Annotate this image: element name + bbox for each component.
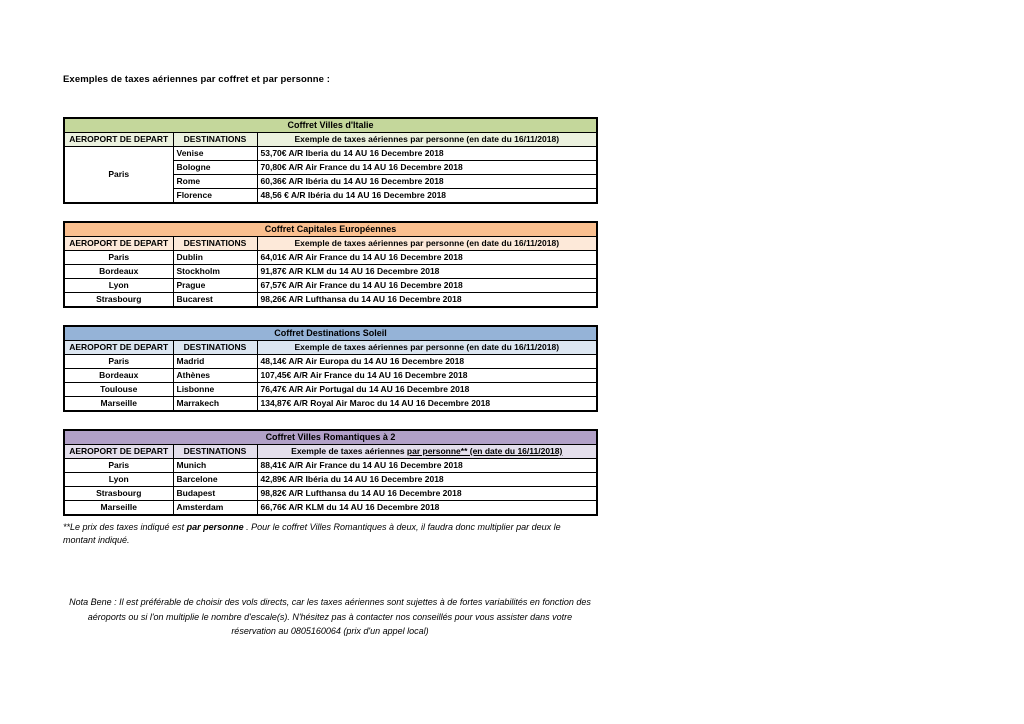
tax-cell: 88,41€ A/R Air France du 14 AU 16 Decembre 2018 [257, 459, 597, 473]
destination-cell: Athènes [173, 369, 257, 383]
table-row [64, 251, 597, 265]
table-row [64, 501, 597, 516]
destination-cell: Lisbonne [173, 383, 257, 397]
table-row [64, 473, 597, 487]
destination-cell: Marrakech [173, 397, 257, 412]
destination-cell: Madrid [173, 355, 257, 369]
tax-cell: 53,70€ A/R Iberia du 14 AU 16 Decembre 2018 [257, 147, 597, 161]
table-row [64, 487, 597, 501]
footnote-bold: par personne [186, 522, 244, 532]
column-header-departure: AEROPORT DE DEPART [64, 133, 173, 147]
departure-cell: Paris [64, 355, 173, 369]
departure-cell: Paris [64, 251, 173, 265]
tax-cell: 76,47€ A/R Air Portugal du 14 AU 16 Decembre 2018 [257, 383, 597, 397]
destination-cell: Bologne [173, 161, 257, 175]
tax-cell: 98,82€ A/R Lufthansa du 14 AU 16 Decembre 2018 [257, 487, 597, 501]
table-coffret-capitales-europeennes [63, 221, 598, 308]
table-row [64, 293, 597, 308]
table-row [64, 265, 597, 279]
table-title: Coffret Destinations Soleil [64, 326, 597, 341]
column-header-destinations: DESTINATIONS [173, 237, 257, 251]
column-header-tax-underlined: par personne** (en date du 16/11/2018) [406, 446, 563, 456]
tax-cell: 48,56 € A/R Ibéria du 14 AU 16 Decembre 2018 [257, 189, 597, 204]
departure-cell: Paris [64, 147, 173, 204]
departure-cell: Strasbourg [64, 293, 173, 308]
table-coffret-villes-romantiques [63, 429, 598, 516]
table-coffret-destinations-soleil [63, 325, 598, 412]
column-header-tax [257, 341, 597, 355]
destination-cell: Barcelone [173, 473, 257, 487]
destination-cell: Budapest [173, 487, 257, 501]
footnote-suffix: . Pour le coffret Villes Romantiques à deux, il faudra donc multiplier par deux le montant indiqué. [63, 522, 561, 545]
table-row [64, 459, 597, 473]
column-header-destinations: DESTINATIONS [173, 445, 257, 459]
table-row [64, 397, 597, 412]
table-row [64, 355, 597, 369]
tax-cell: 42,89€ A/R Ibéria du 14 AU 16 Decembre 2018 [257, 473, 597, 487]
destination-cell: Dublin [173, 251, 257, 265]
table-title: Coffret Capitales Européennes [64, 222, 597, 237]
tax-cell: 64,01€ A/R Air France du 14 AU 16 Decembre 2018 [257, 251, 597, 265]
departure-cell: Marseille [64, 501, 173, 516]
column-header-departure: AEROPORT DE DEPART [64, 341, 173, 355]
tax-cell: 48,14€ A/R Air Europa du 14 AU 16 Decembre 2018 [257, 355, 597, 369]
departure-cell: Toulouse [64, 383, 173, 397]
table-row [64, 383, 597, 397]
column-header-tax [257, 445, 597, 459]
table-title: Coffret Villes Romantiques à 2 [64, 430, 597, 445]
destination-cell: Florence [173, 189, 257, 204]
column-header-tax [257, 133, 597, 147]
destination-cell: Prague [173, 279, 257, 293]
table-coffret-villes-italie [63, 117, 598, 204]
destination-cell: Bucarest [173, 293, 257, 308]
table-title: Coffret Villes d'Italie [64, 118, 597, 133]
footnote-prefix: **Le prix des taxes indiqué est [63, 522, 187, 532]
departure-cell: Paris [64, 459, 173, 473]
column-header-tax-text: Exemple de taxes aériennes [291, 446, 407, 456]
tax-cell: 91,87€ A/R KLM du 14 AU 16 Decembre 2018 [257, 265, 597, 279]
departure-cell: Bordeaux [64, 265, 173, 279]
departure-cell: Strasbourg [64, 487, 173, 501]
tax-cell: 66,76€ A/R KLM du 14 AU 16 Decembre 2018 [257, 501, 597, 516]
tax-cell: 107,45€ A/R Air France du 14 AU 16 Decembre 2018 [257, 369, 597, 383]
destination-cell: Munich [173, 459, 257, 473]
column-header-departure: AEROPORT DE DEPART [64, 445, 173, 459]
column-header-tax [257, 237, 597, 251]
destination-cell: Venise [173, 147, 257, 161]
tax-cell: 134,87€ A/R Royal Air Maroc du 14 AU 16 Decembre 2018 [257, 397, 597, 412]
departure-cell: Lyon [64, 473, 173, 487]
column-header-destinations: DESTINATIONS [173, 341, 257, 355]
table-row [64, 279, 597, 293]
tax-cell: 60,36€ A/R Ibéria du 14 AU 16 Decembre 2018 [257, 175, 597, 189]
departure-cell: Lyon [64, 279, 173, 293]
table-row [64, 147, 597, 161]
departure-cell: Marseille [64, 397, 173, 412]
column-header-destinations: DESTINATIONS [173, 133, 257, 147]
tax-cell: 98,26€ A/R Lufthansa du 14 AU 16 Decembre 2018 [257, 293, 597, 308]
destination-cell: Stockholm [173, 265, 257, 279]
column-header-tax-text: Exemple de taxes aériennes par personne (en date du 16/11/2018) [294, 342, 560, 352]
nota-bene-paragraph: Nota Bene : Il est préférable de choisir des vols directs, car les taxes aériennes sont sujettes à de fortes variabilités en fonction des aéroports ou si l'on multiplie le nombre d'escale(s). N'hésitez pas à contacter nos conseillés pour vous assister dans votre réservation au 0805160064 (prix d'un appel local) [69, 597, 591, 636]
column-header-tax-text: Exemple de taxes aériennes par personne (en date du 16/11/2018) [294, 238, 560, 248]
departure-cell: Bordeaux [64, 369, 173, 383]
tax-cell: 70,80€ A/R Air France du 14 AU 16 Decembre 2018 [257, 161, 597, 175]
page-title: Exemples de taxes aériennes par coffret et par personne : [63, 74, 331, 85]
table-row [64, 369, 597, 383]
tax-cell: 67,57€ A/R Air France du 14 AU 16 Decembre 2018 [257, 279, 597, 293]
column-header-departure: AEROPORT DE DEPART [64, 237, 173, 251]
destination-cell: Amsterdam [173, 501, 257, 516]
footnote-per-person [63, 521, 578, 547]
column-header-tax-text: Exemple de taxes aériennes par personne (en date du 16/11/2018) [294, 134, 560, 144]
destination-cell: Rome [173, 175, 257, 189]
